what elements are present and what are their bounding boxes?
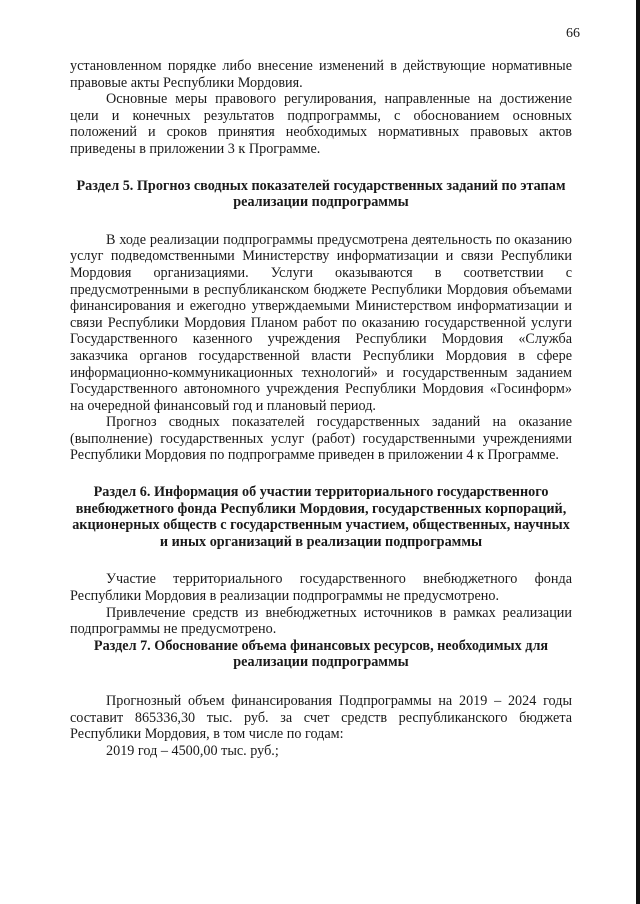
section-7-heading: Раздел 7. Обоснование объема финансовых ресурсов, необходимых для реализации подпрограммы — [93, 637, 549, 671]
paragraph-year-2019: 2019 год – 4500,00 тыс. руб.; — [106, 742, 279, 759]
paragraph-extrabudgetary: Привлечение средств из внебюджетных источников в рамках реализации подпрограммы не предусмотрено. — [70, 604, 572, 638]
scan-edge — [636, 0, 640, 904]
section-6-heading: Раздел 6. Информация об участии территориального государственного внебюджетного фонда Республики Мордовия, государственных корпораций, акционерных обществ с государственным участием, общественных, научных и иных организаций в реализации подпрограммы — [72, 484, 570, 550]
paragraph-fund-participation: Участие территориального государственного внебюджетного фонда Республики Мордовия в реализации подпрограммы не предусмотрено. — [70, 571, 572, 605]
page-number: 66 — [566, 26, 580, 41]
paragraph-services: В ходе реализации подпрограммы предусмотрена деятельность по оказанию услуг подведомственными Министерству информатизации и связи Республики Мордовия организациями. Услуги оказываются в соответствии с предусмотренными в республиканском бюджете Республики Мордовия объемами финансирования и ежегодно утверждаемыми Министерством информатизации и связи Республики Мордовия Планом работ по оказанию государственной услуги Государственного казенного учреждения Республики Мордовия «Служба заказчика органов государственной власти Республики Мордовия в сфере информационно-коммуникационных технологий» и государственным заданием Государственного автономного учреждения Республики Мордовия «Госинформ» на очередной финансовый год и плановый период. — [70, 231, 572, 414]
section-5-heading: Раздел 5. Прогноз сводных показателей государственных заданий по этапам реализации подпрограммы — [76, 177, 566, 211]
paragraph-legal-acts: установленном порядке либо внесение изменений в действующие нормативные правовые акты Республики Мордовия. — [70, 58, 572, 91]
paragraph-financing-volume: Прогнозный объем финансирования Подпрограммы на 2019 – 2024 годы составит 865336,30 тыс. руб. за счет средств республиканского бюджета Республики Мордовия, в том числе по годам: — [70, 693, 572, 743]
paragraph-regulation-measures: Основные меры правового регулирования, направленные на достижение цели и конечных результатов подпрограммы, с обоснованием основных положений и сроков принятия необходимых нормативных правовых актов приведены в приложении 3 к Программе. — [70, 91, 572, 157]
document-body — [70, 58, 572, 759]
paragraph-forecast: Прогноз сводных показателей государственных заданий на оказание (выполнение) государственных услуг (работ) государственными учреждениями Республики Мордовия по подпрограмме приведен в приложении 4 к Программе. — [70, 414, 572, 464]
